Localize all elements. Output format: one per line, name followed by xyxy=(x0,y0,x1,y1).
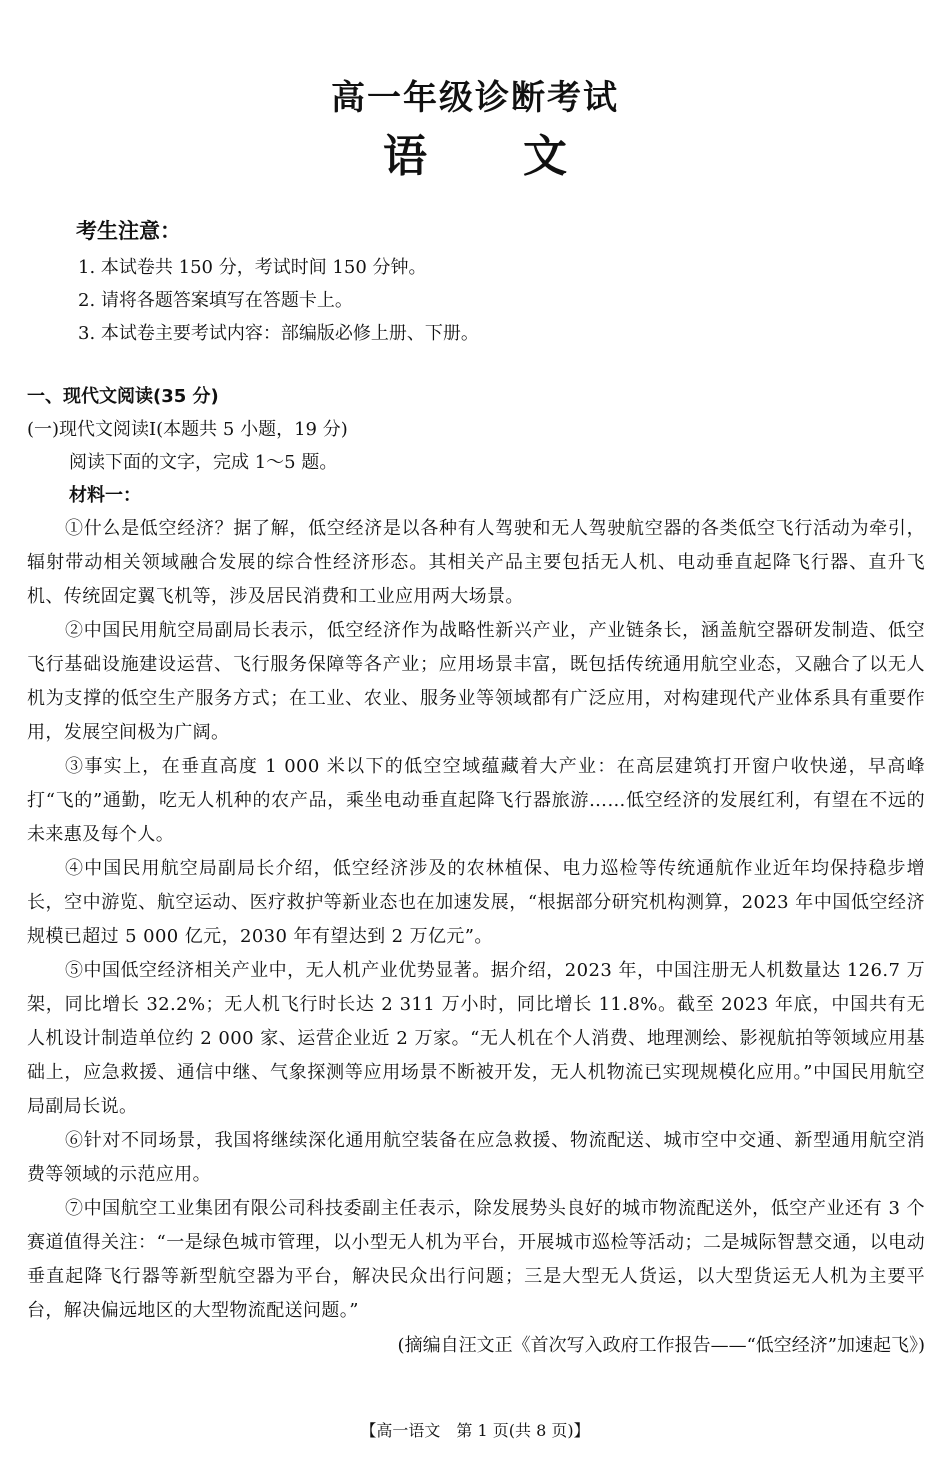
page-footer: 【高一语文 第 1 页(共 8 页)】 xyxy=(360,1421,590,1440)
notice-item: 2. 请将各题答案填写在答题卡上。 xyxy=(78,290,353,311)
subject-char-2: 文 xyxy=(523,131,567,182)
paragraph: ①什么是低空经济？据了解，低空经济是以各种有人驾驶和无人驾驶航空器的各类低空飞行活动为牵引，辐射带动相关领域融合发展的综合性经济形态。其相关产品主要包括无人机、电动垂直起降飞行器、直升飞机、传统固定翼飞机等，涉及居民消费和工业应用两大场景。 xyxy=(27,518,925,607)
section-heading: 一、现代文阅读(35 分) xyxy=(27,386,219,407)
notice-item: 3. 本试卷主要考试内容：部编版必修上册、下册。 xyxy=(78,323,479,344)
paragraph: ⑥针对不同场景，我国将继续深化通用航空装备在应急救援、物流配送、城市空中交通、新型通用航空消费等领域的示范应用。 xyxy=(27,1130,925,1185)
exam-title: 高一年级诊断考试 xyxy=(331,78,619,118)
paragraph: ③事实上，在垂直高度 1 000 米以下的低空空域蕴藏着大产业：在高层建筑打开窗户收快递，早高峰打“飞的”通勤，吃无人机种的农产品，乘坐电动垂直起降飞行器旅游……低空经济的发展红利，有望在不远的未来惠及每个人。 xyxy=(27,756,925,845)
section-subheading: (一)现代文阅读Ⅰ(本题共 5 小题，19 分) xyxy=(27,419,348,440)
paragraph: ⑦中国航空工业集团有限公司科技委副主任表示，除发展势头良好的城市物流配送外，低空产业还有 3 个赛道值得关注：“一是绿色城市管理，以小型无人机为平台，开展城市巡检等活动；二是城际智慧交通，以电动垂直起降飞行器等新型航空器为平台，解决民众出行问题；三是大型无人货运，以大型货运无人机为主要平台，解决偏远地区的大型物流配送问题。” xyxy=(27,1198,925,1321)
subject-title xyxy=(0,120,950,184)
subject-char-1: 语 xyxy=(383,131,427,182)
notice-item: 1. 本试卷共 150 分，考试时间 150 分钟。 xyxy=(78,257,427,278)
notice-heading: 考生注意： xyxy=(76,219,181,243)
section-body xyxy=(27,380,925,1364)
candidate-notice xyxy=(76,215,479,350)
paragraph: ②中国民用航空局副局长表示，低空经济作为战略性新兴产业，产业链条长，涵盖航空器研发制造、低空飞行基础设施建设运营、飞行服务保障等各产业；应用场景丰富，既包括传统通用航空业态，又融合了以无人机为支撑的低空生产服务方式；在工业、农业、服务业等领域都有广泛应用，对构建现代产业体系具有重要作用，发展空间极为广阔。 xyxy=(27,620,925,743)
source-citation: (摘编自汪文正《首次写入政府工作报告——“低空经济”加速起飞》) xyxy=(397,1335,925,1356)
reading-instruction: 阅读下面的文字，完成 1～5 题。 xyxy=(69,452,338,473)
paragraph: ⑤中国低空经济相关产业中，无人机产业优势显著。据介绍，2023 年，中国注册无人机数量达 126.7 万架，同比增长 32.2%；无人机飞行时长达 2 311 万小时，同比增长 11.8%。截至 2023 年底，中国共有无人机设计制造单位约 2 000 家、运营企业近 2 万家。“无人机在个人消费、地理测绘、影视航拍等领域应用基础上，应急救援、通信中继、气象探测等应用场景不断被开发，无人机物流已实现规模化应用。”中国民用航空局副局长说。 xyxy=(27,960,925,1117)
material-label: 材料一： xyxy=(69,485,141,506)
paragraph: ④中国民用航空局副局长介绍，低空经济涉及的农林植保、电力巡检等传统通航作业近年均保持稳步增长，空中游览、航空运动、医疗救护等新业态也在加速发展，“根据部分研究机构测算，2023 年中国低空经济规模已超过 5 000 亿元，2030 年有望达到 2 万亿元”。 xyxy=(27,858,925,947)
